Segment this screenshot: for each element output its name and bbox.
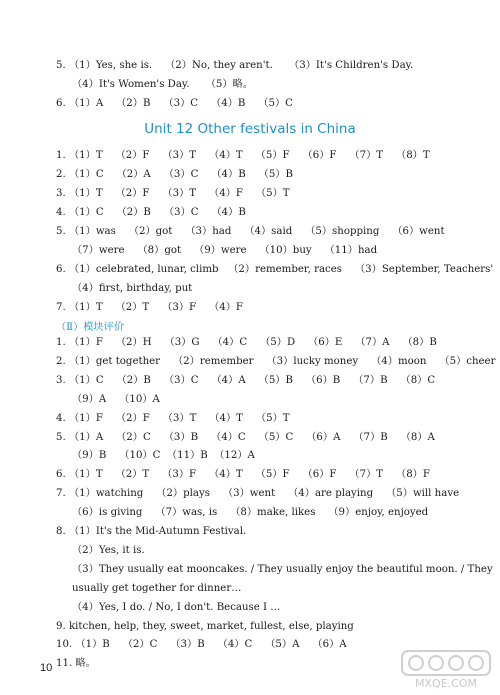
answer-line: 5. （1）A （2）C （3）B （4）C （5）C （6）A （7）B （8）A — [56, 431, 435, 443]
answer-line: 7. （1）watching （2）plays （3）went （4）are playing （5）will have — [56, 488, 460, 500]
answer-line: （7）were （8）got （9）were （10）buy （11）had — [72, 245, 378, 256]
answer-line: 4. （1）F （2）F （3）T （4）T （5）T — [56, 412, 290, 424]
answer-line: （9）A （10）A — [72, 393, 160, 405]
answer-line: 6. （1）A （2）B （3）C （4）B （5）C — [56, 98, 293, 109]
answer-line: 1. （1）T （2）F （3）T （4）T （5）F （6）F （7）T （8）T — [56, 150, 430, 161]
answer-line: 6. （1）celebrated, lunar, climb （2）remember, races （3）September, Teachers' — [56, 264, 494, 275]
answer-line: 10. （1）B （2）C （3）B （4）C （5）A （6）A — [56, 639, 347, 651]
answer-line: （2）Yes, it is. — [72, 544, 145, 556]
page-number: 10 — [40, 662, 53, 674]
answer-line: （4）Yes, I do. / No, I don't. Because I … — [72, 601, 281, 613]
answer-line: 5. （1）was （2）got （3）had （4）said （5）shopping （6）went — [56, 226, 445, 237]
answer-line: （6）is giving （7）was, is （8）make, likes （9）enjoy, enjoyed — [72, 507, 429, 519]
answer-line: 7. （1）T （2）T （3）F （4）F — [56, 302, 243, 313]
answer-line: usually get together for dinner… — [72, 582, 242, 594]
answer-line: 5. （1）Yes, she is. （2）No, they aren't. （3）It's Children's Day. — [56, 60, 414, 71]
answer-line: 8. （1）It's the Mid-Autumn Festival. — [56, 526, 247, 537]
module-evaluation-tag: （Ⅱ）模块评价 — [56, 322, 125, 333]
answer-line: 3. （1）T （2）F （3）T （4）F （5）T — [56, 188, 290, 199]
answer-line: 2. （1）get together （2）remember （3）lucky money （4）moon （5）cheer — [56, 355, 496, 367]
answer-line: （4）first, birthday, put — [72, 283, 193, 294]
answer-line: 3. （1）C （2）B （3）C （4）A （5）B （6）B （7）B （8）C — [56, 374, 436, 386]
answer-line: 1. （1）F （2）H （3）G （4）C （5）D （6）E （7）A （8）B — [56, 337, 437, 348]
answer-line: （3）They usually eat mooncakes. / They usually enjoy the beautiful moon. / They — [72, 563, 493, 575]
answer-line: 6. （1）T （2）T （3）F （4）T （5）F （6）F （7）T （8）F — [56, 469, 430, 481]
answer-line: 9. kitchen, help, they, sweet, market, fullest, else, playing — [56, 620, 354, 632]
answer-line: 2. （1）C （2）A （3）C （4）B （5）B — [56, 169, 293, 180]
watermark-logo-icon — [400, 649, 492, 689]
answer-line: （9）B （10）C （11）B （12）A — [72, 450, 255, 462]
watermark-text: MXQE.COM — [415, 677, 477, 689]
answer-line: 4. （1）C （2）B （3）C （4）B — [56, 207, 246, 218]
answer-line: （4）It's Women's Day. （5）略。 — [72, 79, 253, 90]
unit-heading: Unit 12 Other festivals in China — [144, 121, 356, 137]
answer-line: 11. 略。 — [56, 658, 96, 670]
